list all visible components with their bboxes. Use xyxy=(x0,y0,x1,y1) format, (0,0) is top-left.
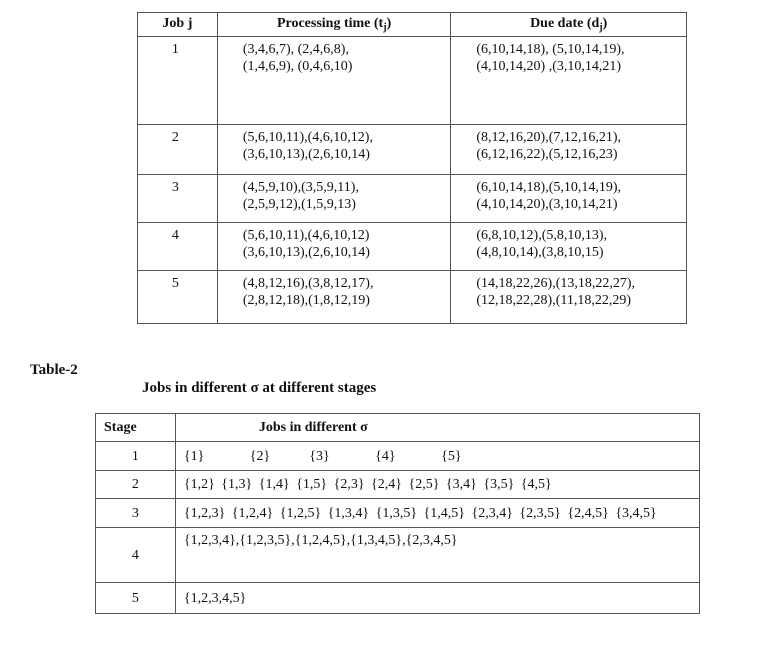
table-row xyxy=(138,125,687,175)
processing-line: (3,6,10,13),(2,6,10,14) xyxy=(242,147,370,162)
header-job: Job j xyxy=(138,13,218,37)
stage-cell: 2 xyxy=(96,471,176,499)
due-line: (4,10,14,20) ,(3,10,14,21) xyxy=(476,59,622,74)
processing-cell xyxy=(217,125,451,175)
table-row xyxy=(138,175,687,223)
table-row xyxy=(138,223,687,271)
table-row xyxy=(96,442,700,471)
processing-line: (3,4,6,7), (2,4,6,8), xyxy=(242,42,349,57)
table-row xyxy=(96,471,700,499)
table-row xyxy=(138,37,687,125)
table-row xyxy=(96,528,700,583)
table-2-label: Table-2 xyxy=(30,362,78,378)
due-cell xyxy=(451,271,687,324)
processing-line: (2,5,9,12),(1,5,9,13) xyxy=(242,197,356,212)
processing-cell xyxy=(217,37,451,125)
sets-cell: {1,2,3,4,5} xyxy=(175,583,699,614)
processing-cell xyxy=(217,175,451,223)
processing-cell xyxy=(217,271,451,324)
processing-line: (5,6,10,11),(4,6,10,12) xyxy=(242,228,370,243)
due-line: (12,18,22,28),(11,18,22,29) xyxy=(476,293,632,308)
stage-cell: 5 xyxy=(96,583,176,614)
processing-line: (2,8,12,18),(1,8,12,19) xyxy=(242,293,370,308)
jobs-sigma-table xyxy=(95,413,700,614)
table-row xyxy=(96,583,700,614)
due-line: (6,10,14,18),(5,10,14,19), xyxy=(476,180,622,195)
table-row xyxy=(138,271,687,324)
job-cell: 5 xyxy=(138,271,218,324)
header-stage: Stage xyxy=(96,414,176,442)
table-header-row xyxy=(138,13,687,37)
sets-cell: {1,2} {1,3} {1,4} {1,5} {2,3} {2,4} {2,5} {3,4} {3,5} {4,5} xyxy=(175,471,699,499)
header-jobs: Jobs in different σ xyxy=(175,414,699,442)
job-cell: 1 xyxy=(138,37,218,125)
table-header-row xyxy=(96,414,700,442)
processing-line: (5,6,10,11),(4,6,10,12), xyxy=(242,130,373,145)
header-processing-time: Processing time $(t_j)$ xyxy=(217,13,451,37)
sets-cell: {1} {2} {3} {4} {5} xyxy=(175,442,699,471)
job-cell: 4 xyxy=(138,223,218,271)
job-cell: 3 xyxy=(138,175,218,223)
due-line: (8,12,16,20),(7,12,16,21), xyxy=(476,130,622,145)
table-row xyxy=(96,499,700,528)
job-cell: 2 xyxy=(138,125,218,175)
sets-cell: {1,2,3,4},{1,2,3,5},{1,2,4,5},{1,3,4,5},{2,3,4,5} xyxy=(175,528,699,583)
due-line: (6,8,10,12),(5,8,10,13), xyxy=(476,228,608,243)
due-line: (6,10,14,18), (5,10,14,19), xyxy=(476,42,625,57)
due-line: (14,18,22,26),(13,18,22,27), xyxy=(476,276,636,291)
processing-cell xyxy=(217,223,451,271)
stage-cell: 3 xyxy=(96,499,176,528)
due-line: (4,10,14,20),(3,10,14,21) xyxy=(476,197,618,212)
processing-line: (4,5,9,10),(3,5,9,11), xyxy=(242,180,359,195)
due-cell xyxy=(451,125,687,175)
processing-line: (3,6,10,13),(2,6,10,14) xyxy=(242,245,370,260)
table-2-caption: Jobs in different σ at different stages xyxy=(142,380,377,396)
processing-due-date-table xyxy=(137,12,687,324)
due-cell xyxy=(451,223,687,271)
processing-line: (4,8,12,16),(3,8,12,17), xyxy=(242,276,374,291)
due-line: (4,8,10,14),(3,8,10,15) xyxy=(476,245,604,260)
header-due-date: Due date $(d_j)$ xyxy=(451,13,687,37)
due-cell xyxy=(451,37,687,125)
stage-cell: 4 xyxy=(96,528,176,583)
sets-cell: {1,2,3} {1,2,4} {1,2,5} {1,3,4} {1,3,5} {1,4,5} {2,3,4} {2,3,5} {2,4,5} {3,4,5} xyxy=(175,499,699,528)
due-cell xyxy=(451,175,687,223)
stage-cell: 1 xyxy=(96,442,176,471)
due-line: (6,12,16,22),(5,12,16,23) xyxy=(476,147,618,162)
processing-line: (1,4,6,9), (0,4,6,10) xyxy=(242,59,353,74)
